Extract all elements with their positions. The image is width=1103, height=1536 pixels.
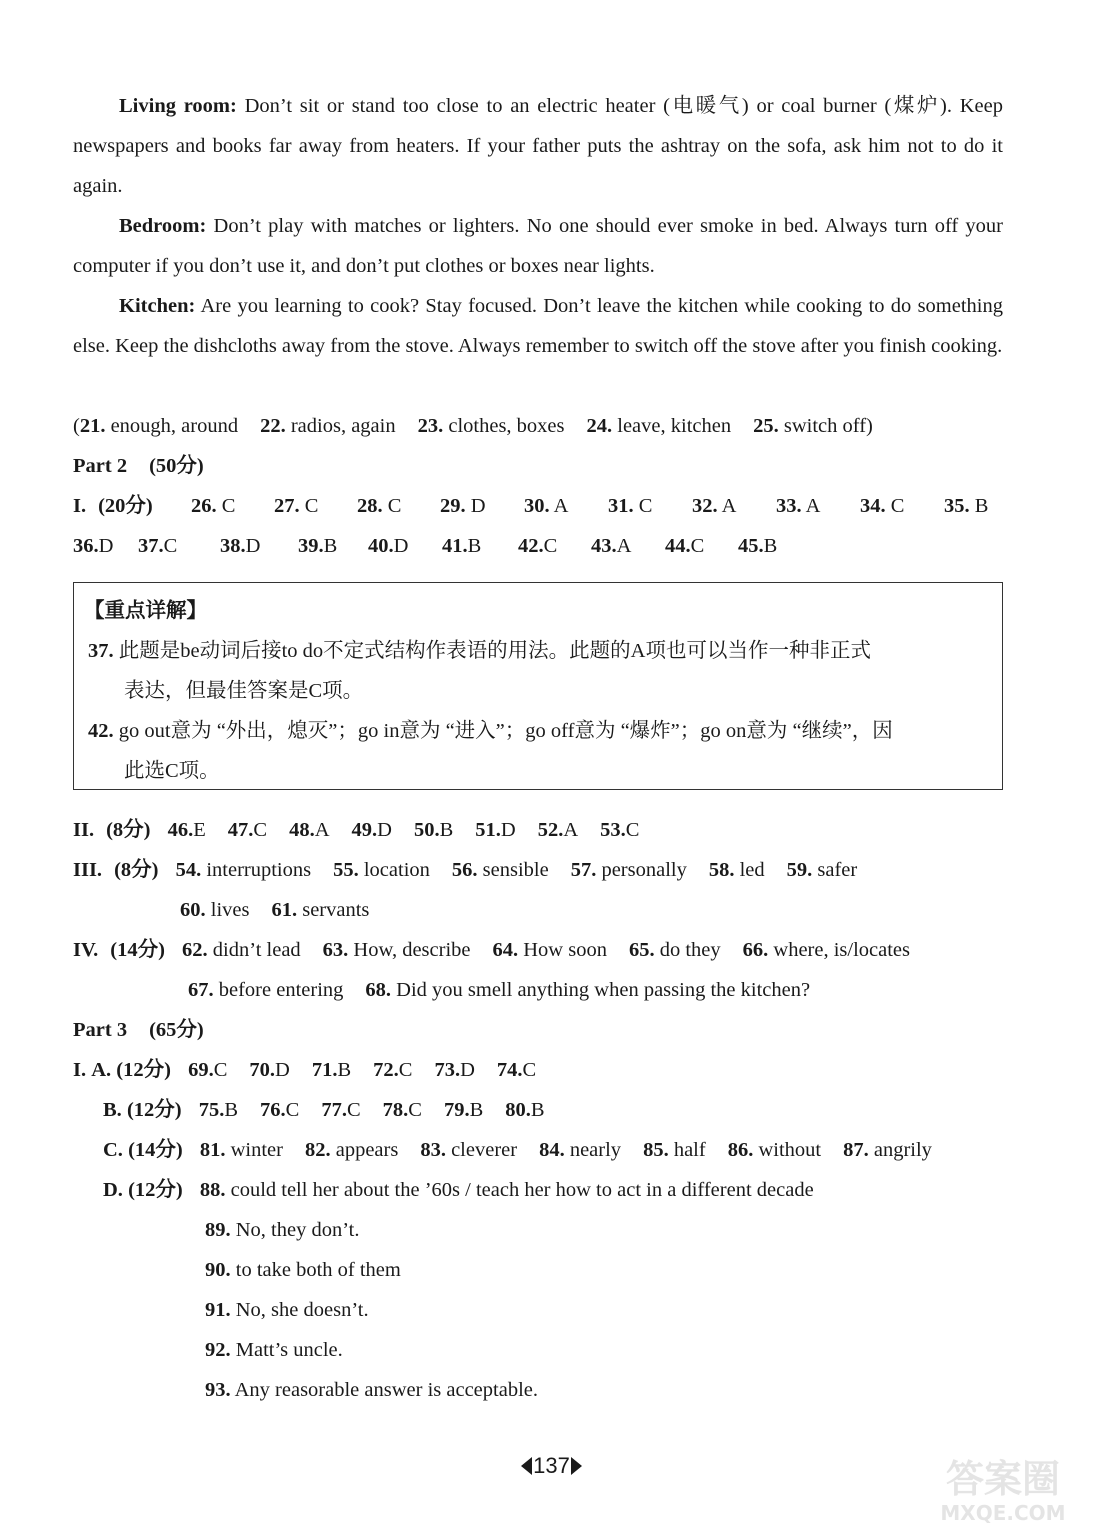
- blanks-answers: [73, 406, 873, 446]
- answer-item: 86. without: [727, 1139, 822, 1161]
- part3-section-a: [73, 1050, 536, 1090]
- answer-item: 41.B: [442, 535, 482, 557]
- kitchen-text: Are you learning to cook? Stay focused. Don’t leave the kitchen while cooking to do something else. Keep the dishcloths away from the stove. Always remember to switch off the stove after you finish cooking.: [73, 295, 1003, 357]
- kitchen-label: Kitchen:: [119, 295, 196, 317]
- answer-item: 59. safer: [786, 859, 858, 881]
- answer-item: 81. winter: [199, 1139, 283, 1161]
- answer-item: 67. before entering: [188, 979, 344, 1001]
- answer-item: 79.B: [443, 1099, 484, 1121]
- answer-item: 91. No, she doesn’t.: [205, 1299, 369, 1321]
- part2-section3-row1: [73, 850, 857, 890]
- answer-item: 31. C: [608, 495, 653, 517]
- answer-item: 76.C: [260, 1099, 300, 1121]
- part2-score: (50分): [149, 455, 204, 477]
- answer-item: 66. where, is/locates: [742, 939, 911, 961]
- subsection-score: (12分): [116, 1059, 171, 1081]
- section-label: IV.: [73, 939, 99, 961]
- bedroom-text: Don’t play with matches or lighters. No one should ever smoke in bed. Always turn off your computer if you don’t use it, and don’t put clothes or boxes near lights.: [73, 215, 1004, 277]
- answer-item: 83. cleverer: [420, 1139, 518, 1161]
- bedroom-label: Bedroom:: [119, 215, 207, 237]
- living-room-paragraph: [73, 86, 1003, 206]
- section-score: (8分): [106, 819, 151, 841]
- answer-item: 64. How soon: [492, 939, 607, 961]
- answer-item: 75.B: [198, 1099, 239, 1121]
- answer-item: 26. C: [191, 495, 236, 517]
- close-paren: ): [866, 415, 873, 437]
- answer-item: 29. D: [440, 495, 486, 517]
- section-score: (14分): [110, 939, 165, 961]
- answer-item: 23. clothes, boxes: [417, 415, 565, 437]
- answer-item: 80.B: [505, 1099, 545, 1121]
- answer-item: 30. A: [524, 495, 569, 517]
- answer-item: 61. servants: [271, 899, 370, 921]
- answer-item: 74.C: [496, 1059, 537, 1081]
- note-42-line1: 42. go out意为 “外出，熄灭”；go in意为 “进入”；go off意为 “爆炸”；go on意为 “继续”，因: [88, 720, 893, 742]
- kitchen-paragraph: [73, 286, 1003, 366]
- answer-item: 22. radios, again: [260, 415, 396, 437]
- answer-item: 48.A: [289, 819, 330, 841]
- answer-item: 47.C: [227, 819, 268, 841]
- subsection-score: (12分): [128, 1179, 183, 1201]
- note-42-line2: 此选C项。: [124, 760, 220, 782]
- answer-item: 68. Did you smell anything when passing the kitchen?: [365, 979, 811, 1001]
- answer-item: 63. How, describe: [322, 939, 471, 961]
- answer-item: 36.D: [73, 535, 114, 557]
- answer-item: 44.C: [665, 535, 705, 557]
- answer-item: 58. led: [708, 859, 765, 881]
- section-label: I.: [73, 495, 87, 517]
- answer-item: 77.C: [321, 1099, 361, 1121]
- answer-item: 71.B: [311, 1059, 352, 1081]
- answer-item: 27. C: [274, 495, 319, 517]
- note-37-line2: 表达，但最佳答案是C项。: [124, 680, 364, 702]
- answer-item: 35. B: [944, 495, 989, 517]
- answer-item: 49.D: [351, 819, 392, 841]
- answer-item: 45.B: [738, 535, 778, 557]
- answer-item: 60. lives: [180, 899, 250, 921]
- part2-section4-row2: [188, 970, 810, 1010]
- subsection-score: (14分): [128, 1139, 183, 1161]
- watermark-line1: 答案圈: [945, 1457, 1061, 1501]
- answer-item: 37.C: [138, 535, 178, 557]
- answer-item: 33. A: [776, 495, 821, 517]
- answer-item: 25. switch off: [753, 415, 867, 437]
- answer-item: 72.C: [373, 1059, 413, 1081]
- subsection-label: B.: [103, 1099, 122, 1121]
- subsection-label: D.: [103, 1179, 123, 1201]
- answer-item: 40.D: [368, 535, 409, 557]
- answer-item: 70.D: [249, 1059, 290, 1081]
- part3-section-b: [103, 1090, 545, 1130]
- note-37-line1: 37. 此题是be动词后接to do不定式结构作表语的用法。此题的A项也可以当作一种非正式: [88, 640, 871, 662]
- section-label: III.: [73, 859, 103, 881]
- section-label: II.: [73, 819, 95, 841]
- part3-score: (65分): [149, 1019, 204, 1041]
- part2-section3-row2: [180, 890, 369, 930]
- answer-item: 69.C: [188, 1059, 228, 1081]
- part3-heading: [73, 1010, 204, 1050]
- answer-item: 42.C: [518, 535, 558, 557]
- answer-item: 65. do they: [628, 939, 721, 961]
- page-number: 137: [0, 1453, 1103, 1479]
- answer-item: 89. No, they don’t.: [205, 1219, 360, 1241]
- answer-item: 24. leave, kitchen: [586, 415, 732, 437]
- watermark-line2: MXQE.COM: [940, 1501, 1066, 1525]
- answer-item: 43.A: [591, 535, 632, 557]
- answer-item: 21. enough, around: [79, 415, 239, 437]
- answer-item: 87. angrily: [843, 1139, 932, 1161]
- answer-item: 84. nearly: [539, 1139, 622, 1161]
- part2-section1-row2: [73, 526, 1003, 566]
- answer-item: 57. personally: [570, 859, 687, 881]
- answer-item: 51.D: [475, 819, 516, 841]
- part3-section-d: [103, 1170, 814, 1210]
- answer-item: 78.C: [382, 1099, 422, 1121]
- part3-section-c: [103, 1130, 932, 1170]
- key-points-title: 【重点详解】: [84, 600, 207, 622]
- answer-item: 85. half: [643, 1139, 706, 1161]
- living-room-text: Don’t sit or stand too close to an electric heater (电暖气) or coal burner (煤炉). Keep newspapers and books far away from heaters. If your father puts the ashtray on the sofa, ask him not to do it again.: [73, 95, 1004, 197]
- left-triangle-icon: [521, 1457, 532, 1475]
- living-room-label: Living room:: [119, 95, 237, 117]
- part2-heading: [73, 446, 204, 486]
- answer-item: 53.C: [600, 819, 640, 841]
- section-label: I.: [73, 1059, 87, 1081]
- answer-item: 38.D: [220, 535, 261, 557]
- open-paren: (: [73, 415, 80, 437]
- section-score: (8分): [114, 859, 159, 881]
- right-triangle-icon: [571, 1457, 582, 1475]
- answer-item: 90. to take both of them: [205, 1259, 401, 1281]
- part3-title: Part 3: [73, 1019, 128, 1041]
- answer-item: 82. appears: [304, 1139, 399, 1161]
- answer-item: 55. location: [333, 859, 430, 881]
- subsection-score: (12分): [126, 1099, 182, 1121]
- key-points-box: [73, 582, 1003, 790]
- answer-item: 88. could tell her about the ’60s / teach her how to act in a different decade: [199, 1179, 814, 1201]
- answer-item: 46.E: [167, 819, 206, 841]
- part2-title: Part 2: [73, 455, 128, 477]
- answer-item: 73.D: [434, 1059, 475, 1081]
- answer-item: 34. C: [860, 495, 905, 517]
- answer-item: 32. A: [692, 495, 737, 517]
- answer-item: 39.B: [298, 535, 338, 557]
- answer-item: 93. Any reasorable answer is acceptable.: [205, 1379, 538, 1401]
- answer-item: 54. interruptions: [175, 859, 312, 881]
- answer-item: 52.A: [537, 819, 579, 841]
- part2-section4-row1: [73, 930, 910, 970]
- answer-item: 92. Matt’s uncle.: [205, 1339, 343, 1361]
- bedroom-paragraph: [73, 206, 1003, 286]
- subsection-label: C.: [103, 1139, 123, 1161]
- section-score: (20分): [98, 495, 153, 517]
- part2-section2: [73, 810, 639, 850]
- answer-item: 62. didn’t lead: [182, 939, 301, 961]
- answer-item: 50.B: [413, 819, 454, 841]
- subsection-label: A.: [91, 1059, 112, 1081]
- part2-section1-row1: [73, 486, 1003, 526]
- answer-item: 28. C: [357, 495, 402, 517]
- answer-item: 56. sensible: [451, 859, 549, 881]
- watermark-logo: [913, 1448, 1093, 1528]
